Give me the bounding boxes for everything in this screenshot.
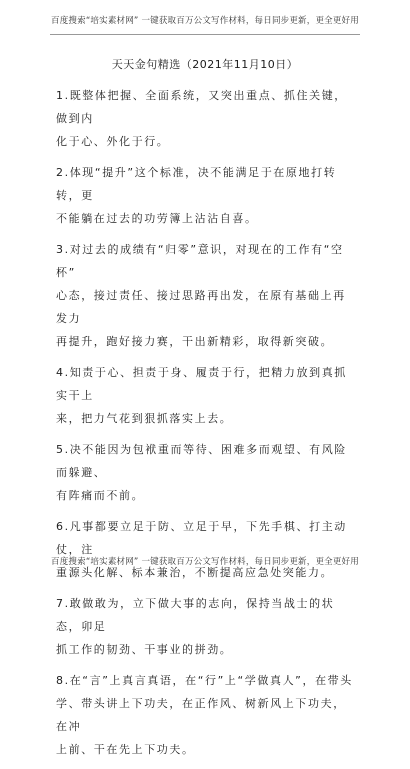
list-item [56, 669, 358, 761]
item-line: 化于心、外化于行。 [56, 135, 170, 148]
item-line: 来，把力气花到狠抓落实上去。 [56, 412, 233, 425]
item-line: 1.既整体把握、全面系统，又突出重点、抓住关键，做到内 [56, 89, 347, 125]
list-item [56, 84, 358, 153]
footer-banner: 百度搜索“培实素材网” 一键获取百万公文写作材料，每日同步更新，更全更好用 [51, 557, 359, 567]
item-line: 5.决不能因为包袱重而等待、困难多而观望、有风险而躲避、 [56, 443, 347, 479]
item-line: 抓工作的韧劲、干事业的拼劲。 [56, 643, 233, 656]
list-item [56, 515, 358, 584]
item-line: 再提升，跑好接力赛，干出新精彩，取得新突破。 [56, 335, 334, 348]
item-line: 有阵痛而不前。 [56, 489, 145, 502]
list-item [56, 438, 358, 507]
item-line: 2.体现“提升”这个标准，决不能满足于在原地打转转，更 [56, 166, 337, 202]
list-item [56, 161, 358, 230]
list-item [56, 238, 358, 353]
item-line: 4.知责于心、担责于身、履责于行，把精力放到真抓实干上 [56, 366, 347, 402]
item-line: 心态，接过责任、接过思路再出发，在原有基础上再发力 [56, 289, 346, 325]
item-line: 学、带头讲上下功夫，在正作风、树新风上下功夫，在冲 [56, 697, 346, 733]
document-body [56, 84, 358, 769]
document-title: 天天金句精选（2021年11月10日） [111, 58, 299, 71]
header-divider [50, 34, 360, 35]
item-line: 重源头化解、标本兼治，不断提高应急处突能力。 [56, 566, 334, 579]
list-item [56, 361, 358, 430]
list-item [56, 592, 358, 661]
item-line: 上前、干在先上下功夫。 [56, 743, 195, 756]
item-line: 7.敢做敢为，立下做大事的志向，保持当战士的状态，卯足 [56, 597, 335, 633]
item-line: 3.对过去的成绩有“归零”意识，对现在的工作有“空杯” [56, 243, 344, 279]
header-banner: 百度搜索“培实素材网” 一键获取百万公文写作材料，每日同步更新，更全更好用 [51, 16, 359, 26]
item-line: 8.在“言”上真言真语，在“行”上“学做真人”，在带头 [56, 674, 353, 687]
item-line: 6.凡事都要立足于防、立足于早，下先手棋、打主动仗，注 [56, 520, 347, 556]
item-line: 不能躺在过去的功劳簿上沾沾自喜。 [56, 212, 258, 225]
